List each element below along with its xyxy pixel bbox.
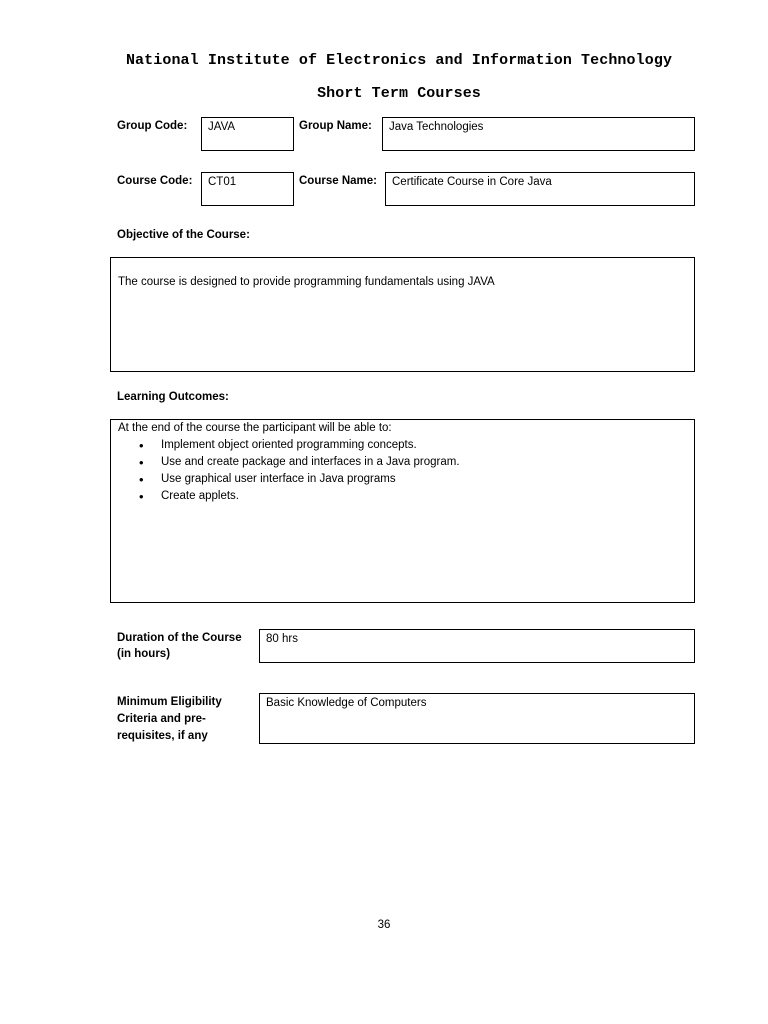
duration-label-line2: (in hours) bbox=[117, 648, 171, 660]
eligibility-field: Basic Knowledge of Computers bbox=[259, 693, 695, 744]
list-item: • Use and create package and interfaces in a Java program. bbox=[161, 454, 687, 471]
page-subtitle: Short Term Courses bbox=[317, 85, 481, 102]
duration-label bbox=[117, 630, 242, 662]
objective-box bbox=[110, 257, 695, 372]
eligibility-label bbox=[117, 694, 222, 745]
course-name-label: Course Name: bbox=[299, 175, 377, 187]
eligibility-label-line3: requisites, if any bbox=[117, 730, 208, 742]
duration-label-line1: Duration of the Course bbox=[117, 632, 242, 644]
eligibility-label-line1: Minimum Eligibility bbox=[117, 696, 222, 708]
outcomes-intro: At the end of the course the participant will be able to: bbox=[118, 422, 392, 434]
group-code-field: JAVA bbox=[201, 117, 294, 151]
group-name-field: Java Technologies bbox=[382, 117, 695, 151]
objective-label: Objective of the Course: bbox=[117, 229, 250, 241]
course-code-label: Course Code: bbox=[117, 175, 193, 187]
list-item: • Use graphical user interface in Java programs bbox=[161, 471, 687, 488]
group-code-label: Group Code: bbox=[117, 120, 188, 132]
list-item: • Implement object oriented programming concepts. bbox=[161, 437, 687, 454]
learning-outcomes-label: Learning Outcomes: bbox=[117, 391, 229, 403]
course-code-field: CT01 bbox=[201, 172, 294, 206]
duration-field: 80 hrs bbox=[259, 629, 695, 663]
course-name-field: Certificate Course in Core Java bbox=[385, 172, 695, 206]
group-name-label: Group Name: bbox=[299, 120, 372, 132]
objective-text: The course is designed to provide programming fundamentals using JAVA bbox=[118, 276, 495, 288]
outcomes-list bbox=[118, 437, 687, 505]
learning-outcomes-box bbox=[110, 419, 695, 603]
institute-title: National Institute of Electronics and Information Technology bbox=[125, 52, 673, 69]
list-item: • Create applets. bbox=[161, 488, 687, 505]
page-number: 36 bbox=[377, 919, 391, 931]
eligibility-label-line2: Criteria and pre- bbox=[117, 713, 206, 725]
